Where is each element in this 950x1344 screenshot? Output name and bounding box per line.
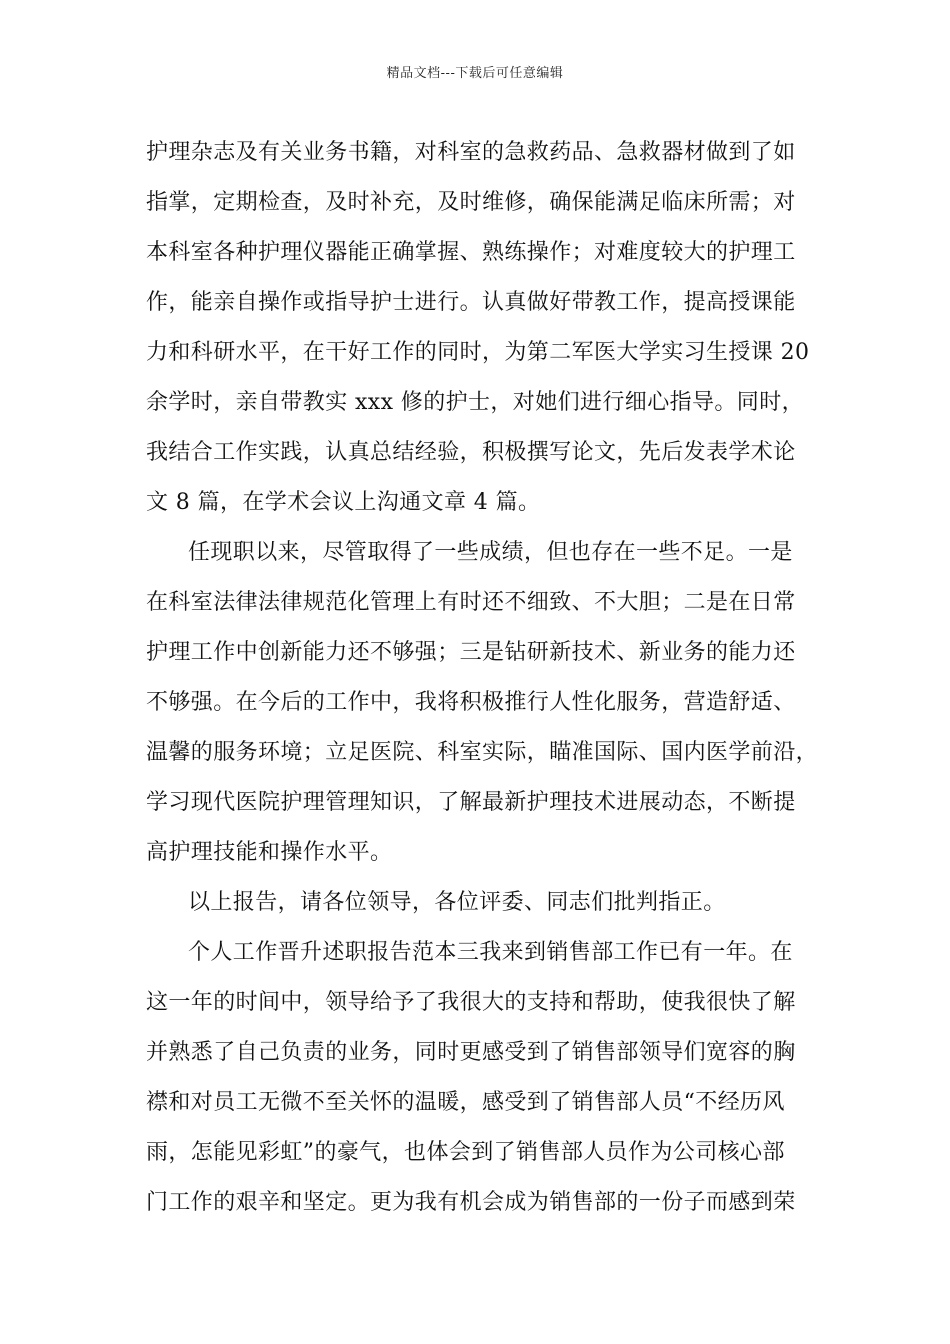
text-line: 护理工作中创新能力还不够强；三是钻研新技术、新业务的能力还 — [146, 640, 796, 665]
text-line: 文 8 篇，在学术会议上沟通文章 4 篇。 — [146, 490, 541, 515]
page-header: 精品文档---下载后可任意编辑 — [386, 66, 564, 81]
text-line: 指掌，定期检查，及时补充，及时维修，确保能满足临床所需；对 — [146, 190, 796, 215]
text-line: 并熟悉了自己负责的业务，同时更感受到了销售部领导们宽容的胸 — [146, 1040, 796, 1065]
text-line: 学习现代医院护理管理知识，了解最新护理技术进展动态，不断提 — [146, 790, 796, 815]
text-line: 不够强。在今后的工作中，我将积极推行人性化服务，营造舒适、 — [146, 690, 796, 715]
text-line: 在科室法律法律规范化管理上有时还不细致、不大胆；二是在日常 — [146, 590, 796, 615]
text-line: 高护理技能和操作水平。 — [146, 840, 393, 865]
text-line: 这一年的时间中，领导给予了我很大的支持和帮助，使我很快了解 — [146, 990, 796, 1015]
text-line: 护理杂志及有关业务书籍，对科室的急救药品、急救器材做到了如 — [146, 140, 796, 165]
paragraph-start-line: 个人工作晋升述职报告范本三我来到销售部工作已有一年。在 — [188, 940, 793, 965]
text-line: 本科室各种护理仪器能正确掌握、熟练操作；对难度较大的护理工 — [146, 240, 796, 265]
text-line: 温馨的服务环境；立足医院、科室实际，瞄准国际、国内医学前沿， — [146, 740, 819, 765]
text-line: 余学时，亲自带教实 xxx 修的护士，对她们进行细心指导。同时， — [146, 390, 805, 415]
text-line: 雨，怎能见彩虹”的豪气，也体会到了销售部人员作为公司核心部 — [146, 1140, 785, 1165]
paragraph-start-line: 以上报告，请各位领导，各位评委、同志们批判指正。 — [188, 890, 726, 915]
paragraph-start-line: 任现职以来，尽管取得了一些成绩，但也存在一些不足。一是 — [188, 540, 793, 565]
document-body — [146, 138, 822, 1238]
text-line: 力和科研水平，在干好工作的同时，为第二军医大学实习生授课 20 — [146, 340, 810, 365]
text-line: 门工作的艰辛和坚定。更为我有机会成为销售部的一份子而感到荣 — [146, 1190, 796, 1215]
text-line: 襟和对员工无微不至关怀的温暖，感受到了销售部人员“不经历风 — [146, 1090, 785, 1115]
text-line: 作，能亲自操作或指导护士进行。认真做好带教工作，提高授课能 — [146, 290, 796, 315]
text-line: 我结合工作实践，认真总结经验，积极撰写论文，先后发表学术论 — [146, 440, 796, 465]
